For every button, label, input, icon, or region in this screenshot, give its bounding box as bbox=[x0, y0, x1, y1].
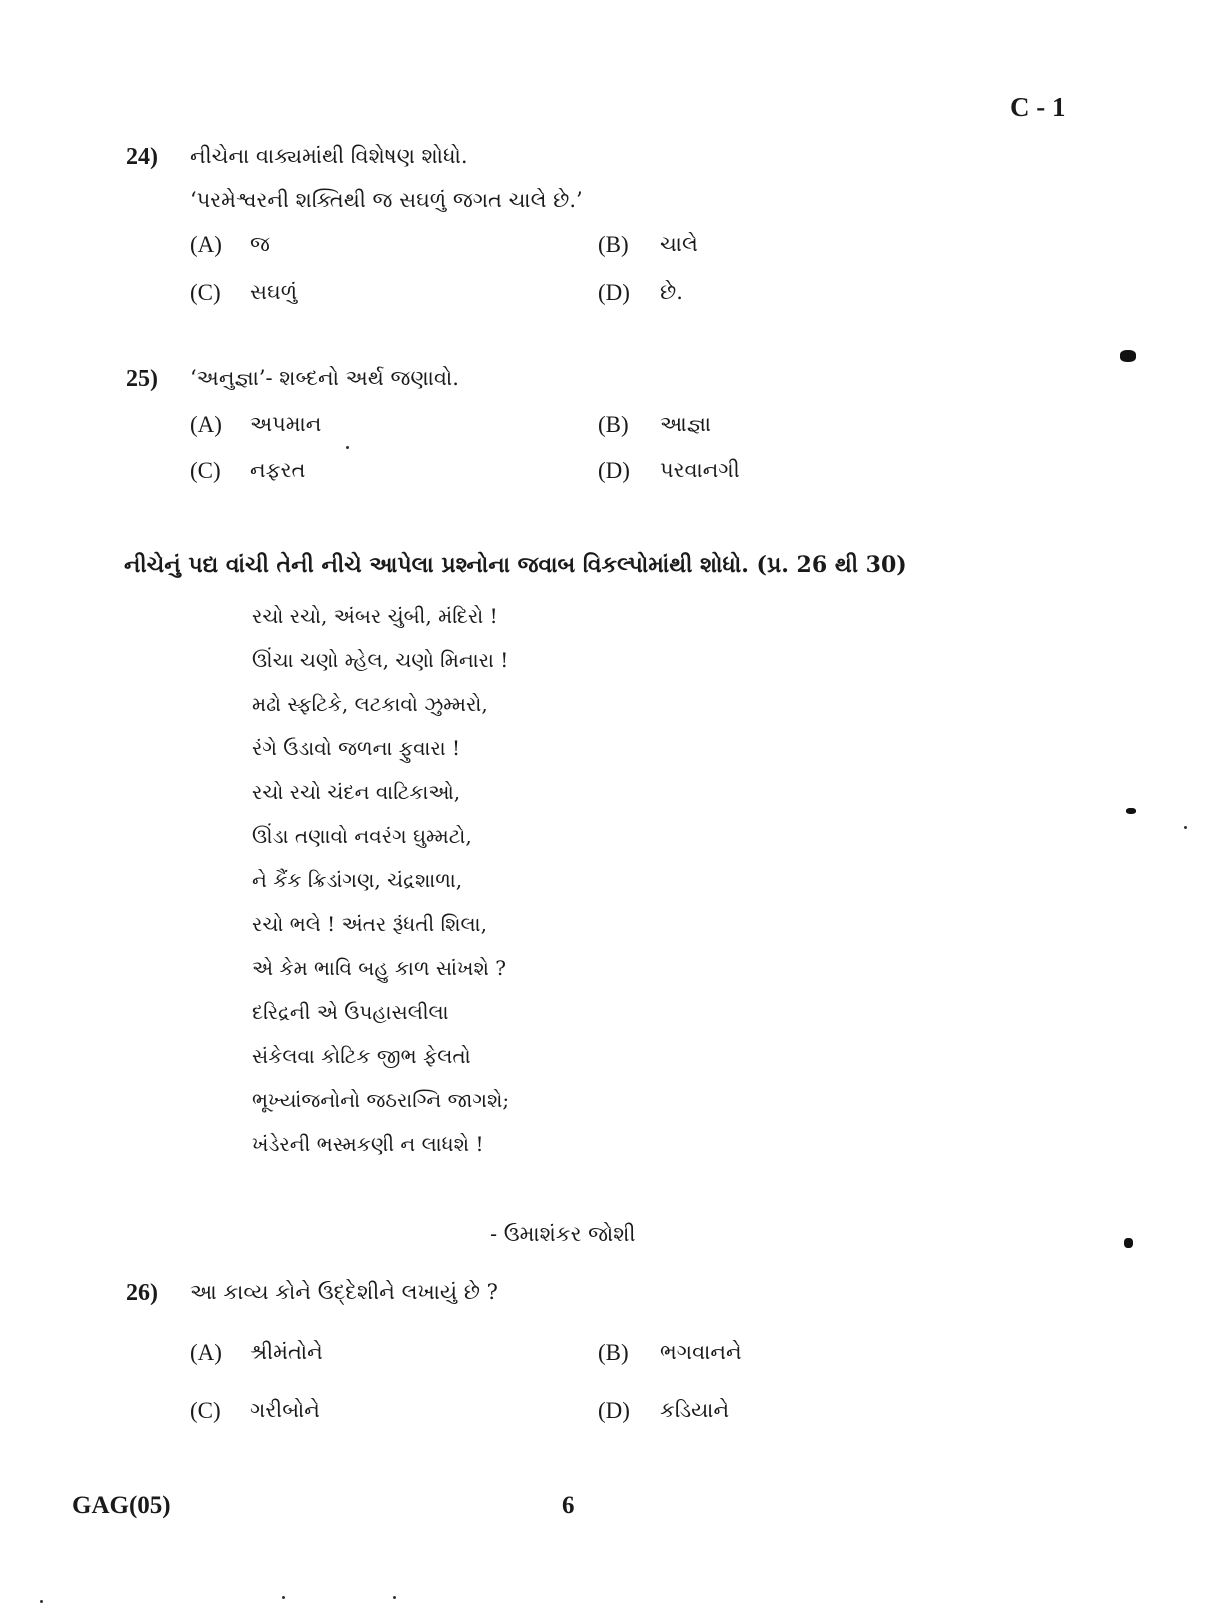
question-26-option-c-label: (C) bbox=[190, 1398, 221, 1423]
poem-line: દરિદ્રની એ ઉપહાસલીલા bbox=[252, 1000, 449, 1024]
poem-line: મઢો સ્ફટિકે, લટકાવો ઝુમ્મરો, bbox=[252, 692, 488, 716]
question-24-option-a-label: (A) bbox=[190, 232, 222, 257]
page-code: C - 1 bbox=[1010, 92, 1066, 122]
question-24-option-b-label: (B) bbox=[598, 232, 629, 257]
poem-author: - ઉમાશંકર જોશી bbox=[490, 1222, 636, 1246]
ink-blot bbox=[1120, 350, 1136, 362]
poem-line: રચો રચો, અંબર ચુંબી, મંદિરો ! bbox=[252, 604, 498, 628]
speck bbox=[393, 1596, 396, 1599]
poem-line: રંગે ઉડાવો જળના ફુવારા ! bbox=[252, 736, 461, 760]
ink-blot bbox=[1126, 808, 1136, 814]
speck bbox=[282, 1596, 285, 1599]
question-25-option-c-text: નફરત bbox=[250, 458, 306, 482]
question-26-option-b-label: (B) bbox=[598, 1340, 629, 1365]
question-25-text: ‘અનુજ્ઞા’- શબ્દનો અર્થ જણાવો. bbox=[190, 366, 459, 390]
speck bbox=[40, 1600, 43, 1603]
question-26-number: 26) bbox=[126, 1280, 158, 1306]
question-24-quote: ‘પરમેશ્વરની શક્તિથી જ સઘળું જગત ચાલે છે.’ bbox=[190, 188, 583, 212]
question-25-number: 25) bbox=[126, 366, 158, 392]
question-24-option-d-text: છે. bbox=[660, 280, 683, 304]
poem-line: ને કૈંક ક્રિડાંગણ, ચંદ્રશાળા, bbox=[252, 868, 463, 892]
question-26-option-c-text: ગરીબોને bbox=[250, 1398, 320, 1422]
question-24-number: 24) bbox=[126, 144, 158, 170]
poem-line: સંકેલવા કોટિક જીભ ફેલતો bbox=[252, 1044, 471, 1068]
question-24-option-d-label: (D) bbox=[598, 280, 630, 305]
question-24-text: નીચેના વાક્યમાંથી વિશેષણ શોધો. bbox=[190, 144, 468, 168]
question-24-option-b-text: ચાલે bbox=[660, 232, 698, 256]
footer-code: GAG(05) bbox=[72, 1492, 171, 1519]
question-26-option-a-label: (A) bbox=[190, 1340, 222, 1365]
question-25-option-a-text: અપમાન bbox=[250, 412, 322, 436]
poem-line: એ કેમ ભાવિ બહુ કાળ સાંખશે ? bbox=[252, 956, 506, 980]
question-24-option-c-text: સઘળું bbox=[250, 280, 298, 304]
question-25-option-a-label: (A) bbox=[190, 412, 222, 437]
speck bbox=[346, 446, 349, 449]
passage-instruction: નીચેનું પદ્ય વાંચી તેની નીચે આપેલા પ્રશ્નોના જવાબ વિકલ્પોમાંથી શોધો. (પ્ર. 26 થી 30) bbox=[124, 552, 907, 578]
question-25-option-d-label: (D) bbox=[598, 458, 630, 483]
speck bbox=[1184, 826, 1187, 829]
poem-line: ભૂખ્યાંજનોનો જઠરાગ્નિ જાગશે; bbox=[252, 1088, 510, 1112]
question-25-option-c-label: (C) bbox=[190, 458, 221, 483]
question-25-option-b-label: (B) bbox=[598, 412, 629, 437]
poem-line: ખંડેરની ભસ્મકણી ન લાધશે ! bbox=[252, 1132, 484, 1156]
question-25-option-b-text: આજ્ઞા bbox=[660, 412, 712, 436]
question-25-option-d-text: પરવાનગી bbox=[660, 458, 740, 482]
question-26-text: આ કાવ્ય કોને ઉદ્દેશીને લખાયું છે ? bbox=[190, 1280, 498, 1304]
ink-blot bbox=[1124, 1238, 1133, 1248]
poem-line: ઊંચા ચણો મ્હેલ, ચણો મિનારા ! bbox=[252, 648, 509, 672]
poem-line: રચો રચો ચંદન વાટિકાઓ, bbox=[252, 780, 461, 804]
question-26-option-d-label: (D) bbox=[598, 1398, 630, 1423]
poem-line: ઊંડા તણાવો નવરંગ ઘુમ્મટો, bbox=[252, 824, 472, 848]
question-24-option-c-label: (C) bbox=[190, 280, 221, 305]
question-24-option-a-text: જ bbox=[250, 232, 270, 256]
question-26-option-a-text: શ્રીમંતોને bbox=[250, 1340, 323, 1364]
page-number: 6 bbox=[562, 1492, 575, 1519]
poem-line: રચો ભલે ! અંતર રૂંધતી શિલા, bbox=[252, 912, 487, 936]
question-26-option-d-text: કડિયાને bbox=[660, 1398, 730, 1422]
question-26-option-b-text: ભગવાનને bbox=[660, 1340, 742, 1364]
